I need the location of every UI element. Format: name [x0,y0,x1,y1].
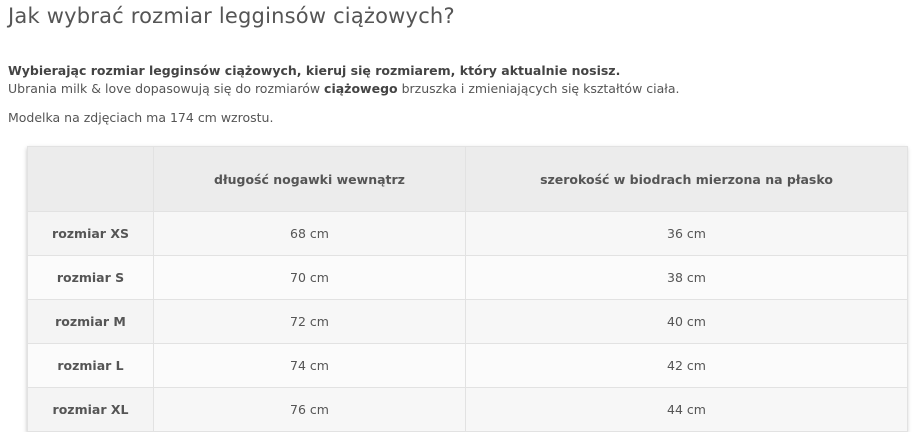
size-label: rozmiar M [28,300,154,344]
table-header-row [28,147,908,212]
size-label: rozmiar S [28,256,154,300]
hip-width-cell: 36 cm [466,212,908,256]
intro-normal-line [8,80,679,98]
page-title: Jak wybrać rozmiar legginsów ciążowych? [8,4,455,28]
size-label: rozmiar XL [28,388,154,432]
leg-length-cell: 72 cm [154,300,466,344]
size-table-container [27,146,907,432]
intro-text-part: brzuszka i zmieniających się kształtów ciała. [397,81,680,96]
hip-width-cell: 40 cm [466,300,908,344]
model-height-note: Modelka na zdjęciach ma 174 cm wzrostu. [8,110,274,125]
leg-length-cell: 74 cm [154,344,466,388]
table-row [28,212,908,256]
table-row [28,344,908,388]
size-table [27,146,908,432]
leg-length-cell: 76 cm [154,388,466,432]
size-label: rozmiar L [28,344,154,388]
intro-text [8,62,679,98]
intro-bold-word: ciążowego [324,81,398,96]
hip-width-cell: 38 cm [466,256,908,300]
hip-width-cell: 42 cm [466,344,908,388]
table-header-hip-width: szerokość w biodrach mierzona na płasko [466,147,908,212]
table-header-empty [28,147,154,212]
hip-width-cell: 44 cm [466,388,908,432]
table-row [28,388,908,432]
table-row [28,256,908,300]
intro-text-part: Ubrania milk & love dopasowują się do rozmiarów [8,81,325,96]
table-row [28,300,908,344]
leg-length-cell: 68 cm [154,212,466,256]
table-header-leg-length: długość nogawki wewnątrz [154,147,466,212]
intro-bold-line: Wybierając rozmiar legginsów ciążowych, kieruj się rozmiarem, który aktualnie nosisz. [8,63,621,78]
size-label: rozmiar XS [28,212,154,256]
leg-length-cell: 70 cm [154,256,466,300]
